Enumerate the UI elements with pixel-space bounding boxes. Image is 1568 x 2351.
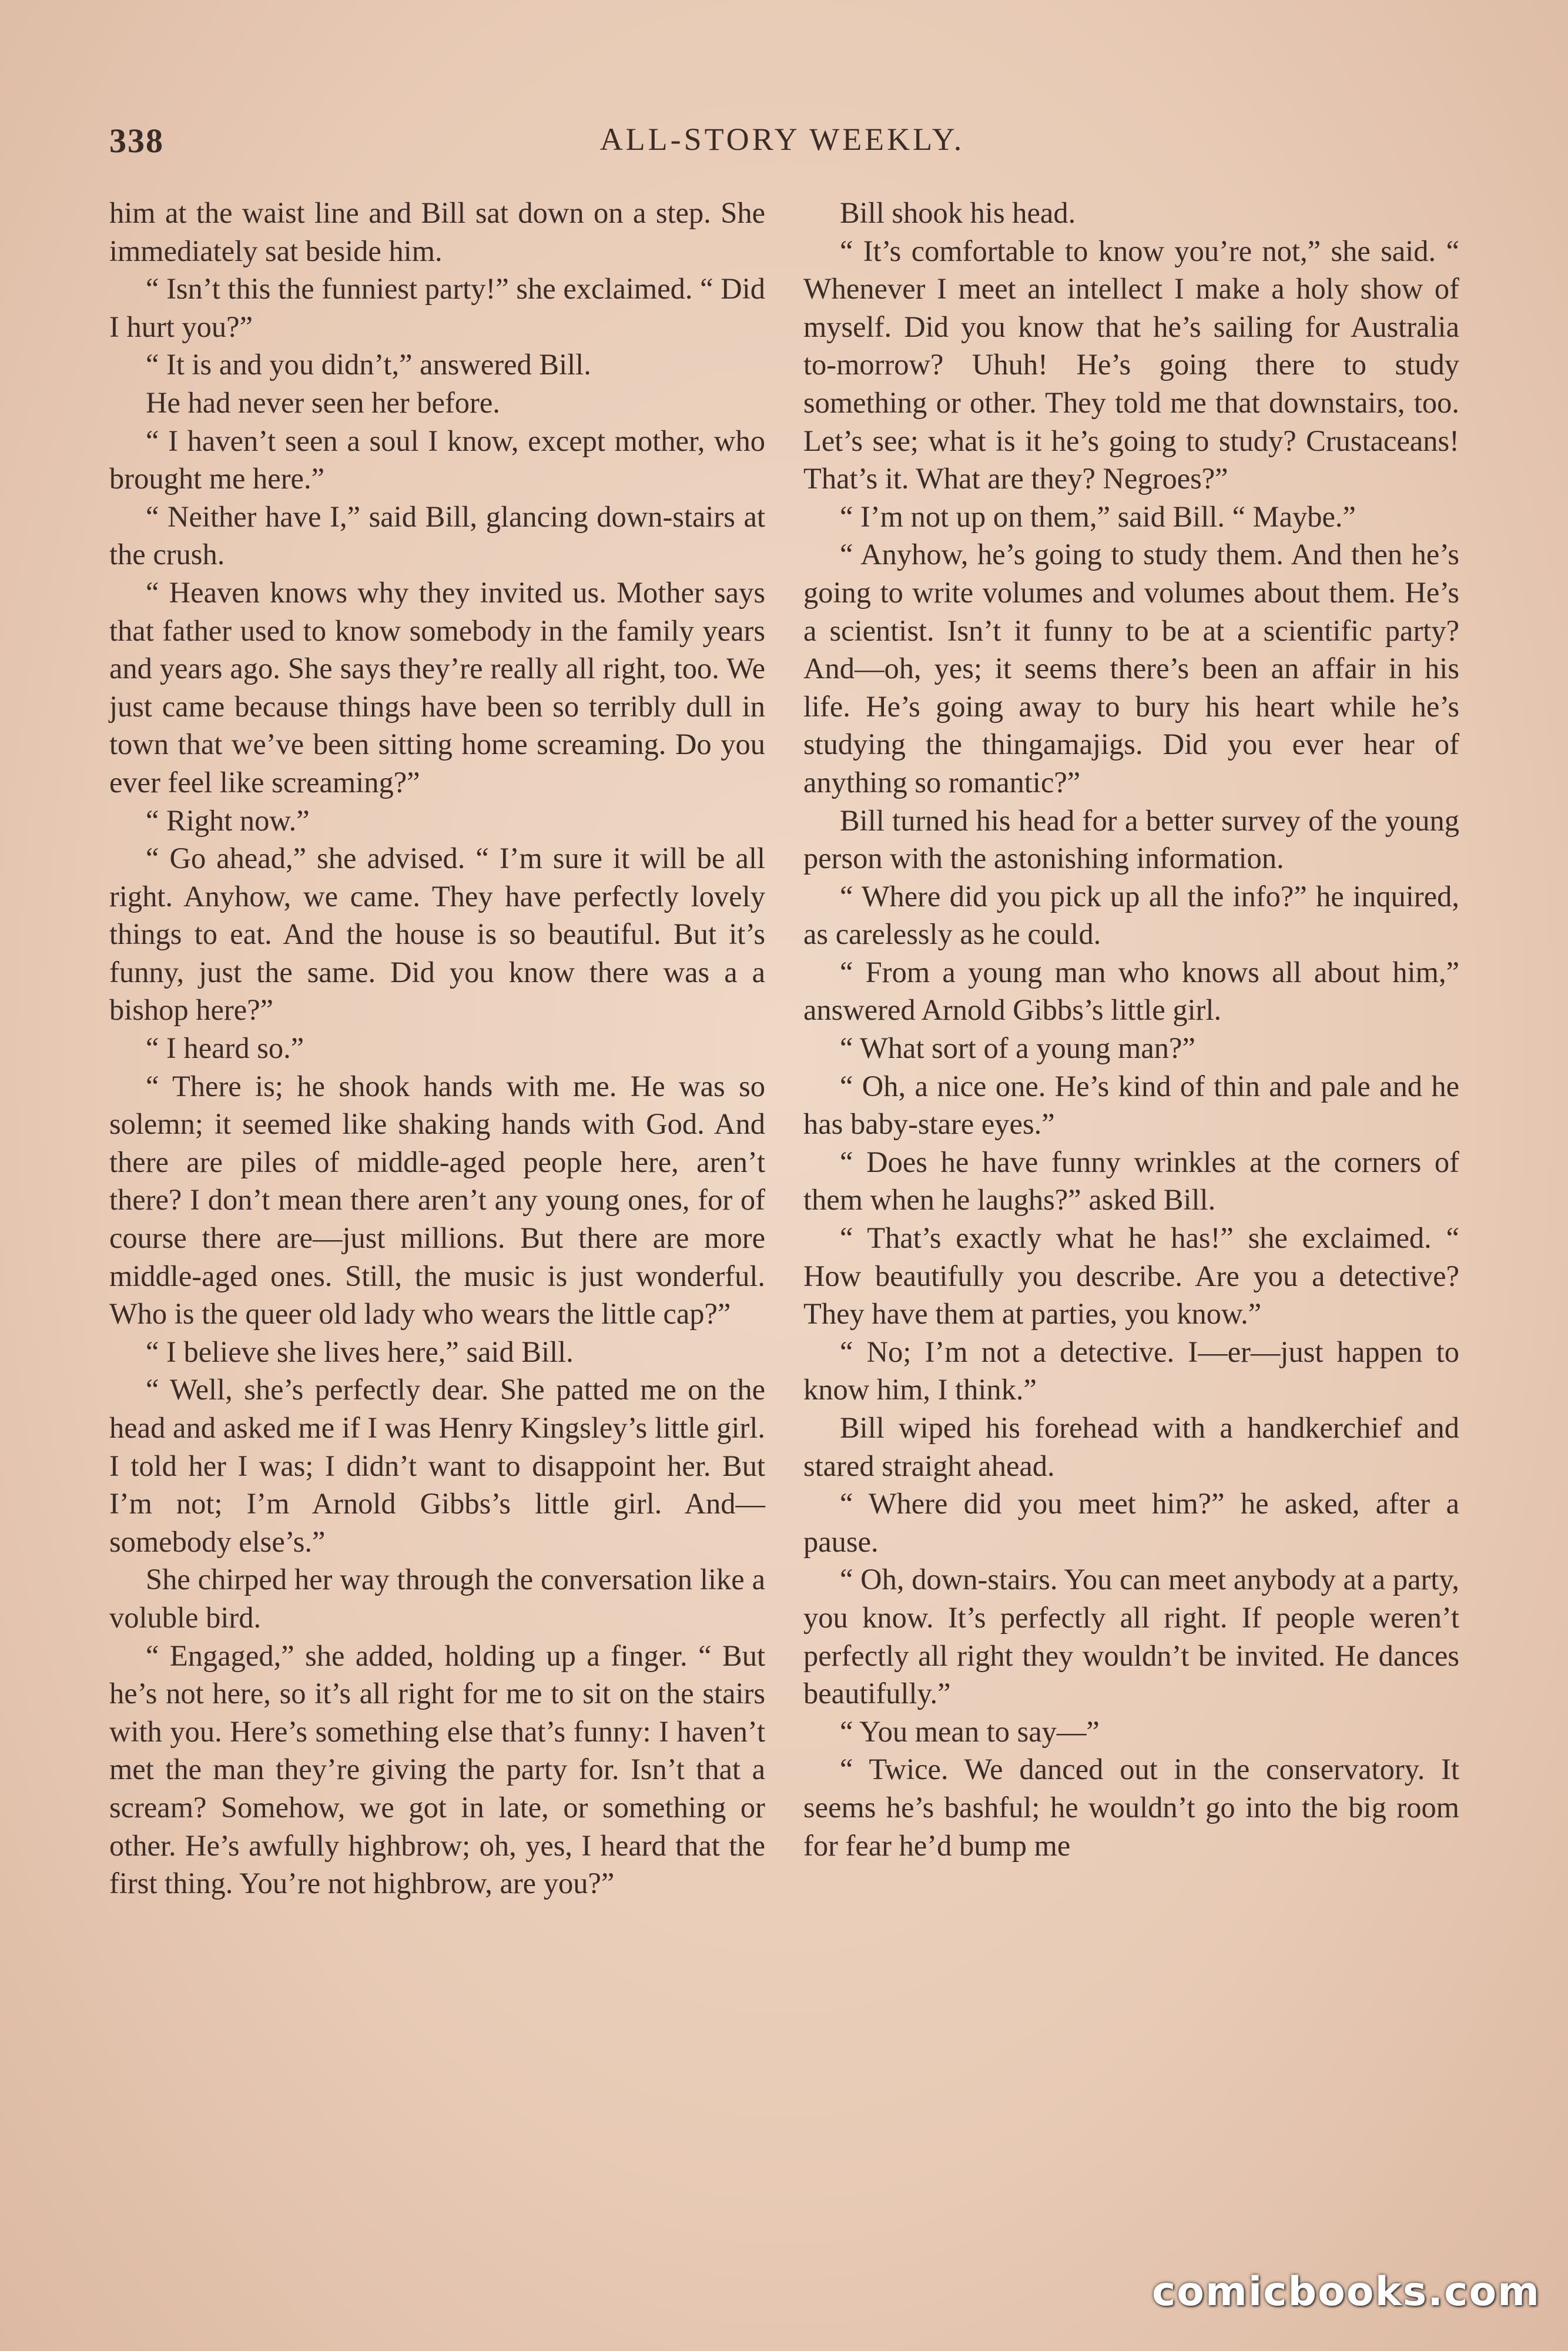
paragraph: “ Neither have I,” said Bill, glancing down-stairs at the crush. bbox=[109, 500, 765, 571]
paragraph: “ Well, she’s perfectly dear. She patted me on the head and asked me if I was Henry Kingsley’s little girl. I told her I was; I didn’t want to disappoint her. But I’m not; I’m Arnold Gibbs’s little girl. And—somebody else’s.” bbox=[109, 1373, 765, 1558]
page-header bbox=[109, 121, 1455, 168]
paragraph: “ I heard so.” bbox=[146, 1032, 304, 1065]
running-head: ALL-STORY WEEKLY. bbox=[599, 122, 965, 157]
paragraph: “ Oh, down-stairs. You can meet anybody at a party, you know. It’s perfectly all right. If people weren’t perfectly all right they wouldn’t be invited. He dances beautifully.” bbox=[803, 1563, 1459, 1710]
paragraph: him at the waist line and Bill sat down on a step. She immediately sat beside him. bbox=[109, 196, 765, 267]
paragraph: “ I’m not up on them,” said Bill. “ Maybe.” bbox=[840, 500, 1356, 533]
paragraph: “ Isn’t this the funniest party!” she exclaimed. “ Did I hurt you?” bbox=[109, 272, 765, 343]
right-column bbox=[803, 194, 1459, 1864]
paragraph: “ From a young man who knows all about him,” answered Arnold Gibbs’s little girl. bbox=[803, 955, 1459, 1027]
paragraph: “ Where did you pick up all the info?” he inquired, as carelessly as he could. bbox=[803, 879, 1459, 951]
paragraph: “ It is and you didn’t,” answered Bill. bbox=[146, 348, 591, 381]
paragraph: “ Oh, a nice one. He’s kind of thin and pale and he has baby-stare eyes.” bbox=[803, 1069, 1459, 1141]
paragraph: He had never seen her before. bbox=[146, 386, 500, 419]
paragraph: “ That’s exactly what he has!” she exclaimed. “ How beautifully you describe. Are you a detective? They have them at parties, you know.” bbox=[803, 1221, 1459, 1331]
paragraph: “ You mean to say—” bbox=[840, 1714, 1100, 1748]
paragraph: “ Right now.” bbox=[146, 803, 310, 837]
paragraph: “ There is; he shook hands with me. He was so solemn; it seemed like shaking hands with God. And there are piles of middle-aged people here, aren’t there? I don’t mean there aren’t any young ones, for of course there are—just millions. But there are more middle-aged ones. Still, the music is just wonderful. Who is the queer old lady who wears the little cap?” bbox=[109, 1069, 765, 1331]
paragraph: “ I believe she lives here,” said Bill. bbox=[146, 1335, 574, 1368]
paragraph: “ No; I’m not a detective. I—er—just happen to know him, I think.” bbox=[803, 1335, 1459, 1406]
paragraph: “ It’s comfortable to know you’re not,” she said. “ Whenever I meet an intellect I make a holy show of myself. Did you know that he’s sailing for Australia to-morrow? Uhuh! He’s going there to study something or other. They told me that downstairs, too. Let’s see; what is it he’s going to study? Crustaceans! That’s it. What are they? Negroes?” bbox=[803, 234, 1459, 495]
paragraph: “ Twice. We danced out in the conservatory. It seems he’s bashful; he wouldn’t go into the big room for fear he’d bump me bbox=[803, 1753, 1459, 1862]
paragraph: Bill turned his head for a better survey of the young person with the astonishing information. bbox=[803, 803, 1459, 875]
paragraph: “ Anyhow, he’s going to study them. And then he’s going to write volumes and volumes about them. He’s a scientist. Isn’t it funny to be at a scientific party? And—oh, yes; it seems there’s been an affair in his life. He’s going away to bury his heart while he’s studying the thingamajigs. Did you ever hear of anything so romantic?” bbox=[803, 538, 1459, 799]
paragraph: “ Go ahead,” she advised. “ I’m sure it will be all right. Anyhow, we came. They have perfectly lovely things to eat. And the house is so beautiful. But it’s funny, just the same. Did you know there was a a bishop here?” bbox=[109, 842, 765, 1027]
paragraph: “ Does he have funny wrinkles at the corners of them when he laughs?” asked Bill. bbox=[803, 1145, 1459, 1217]
paragraph: Bill wiped his forehead with a handkerchief and stared straight ahead. bbox=[803, 1411, 1459, 1482]
paragraph: She chirped her way through the conversation like a voluble bird. bbox=[109, 1563, 765, 1634]
paragraph: “ Where did you meet him?” he asked, after a pause. bbox=[803, 1487, 1459, 1558]
paragraph: “ I haven’t seen a soul I know, except mother, who brought me here.” bbox=[109, 424, 765, 495]
paragraph: Bill shook his head. bbox=[840, 196, 1076, 229]
paragraph: “ What sort of a young man?” bbox=[840, 1032, 1195, 1065]
watermark-text: comicbooks.com bbox=[1152, 2269, 1541, 2315]
page-number: 338 bbox=[109, 122, 164, 160]
paragraph: “ Heaven knows why they invited us. Mother says that father used to know somebody in the family years and years ago. She says they’re really all right, too. We just came because things have been so terribly dull in town that we’ve been sitting home screaming. Do you ever feel like screaming?” bbox=[109, 575, 765, 799]
left-column bbox=[109, 194, 765, 1903]
paragraph: “ Engaged,” she added, holding up a finger. “ But he’s not here, so it’s all right for me to sit on the stairs with you. Here’s something else that’s funny: I haven’t met the man they’re giving the party for. Isn’t that a scream? Somehow, we got in late, or something or other. He’s awfully highbrow; oh, yes, I heard that the first thing. You’re not highbrow, are you?” bbox=[109, 1639, 765, 1900]
